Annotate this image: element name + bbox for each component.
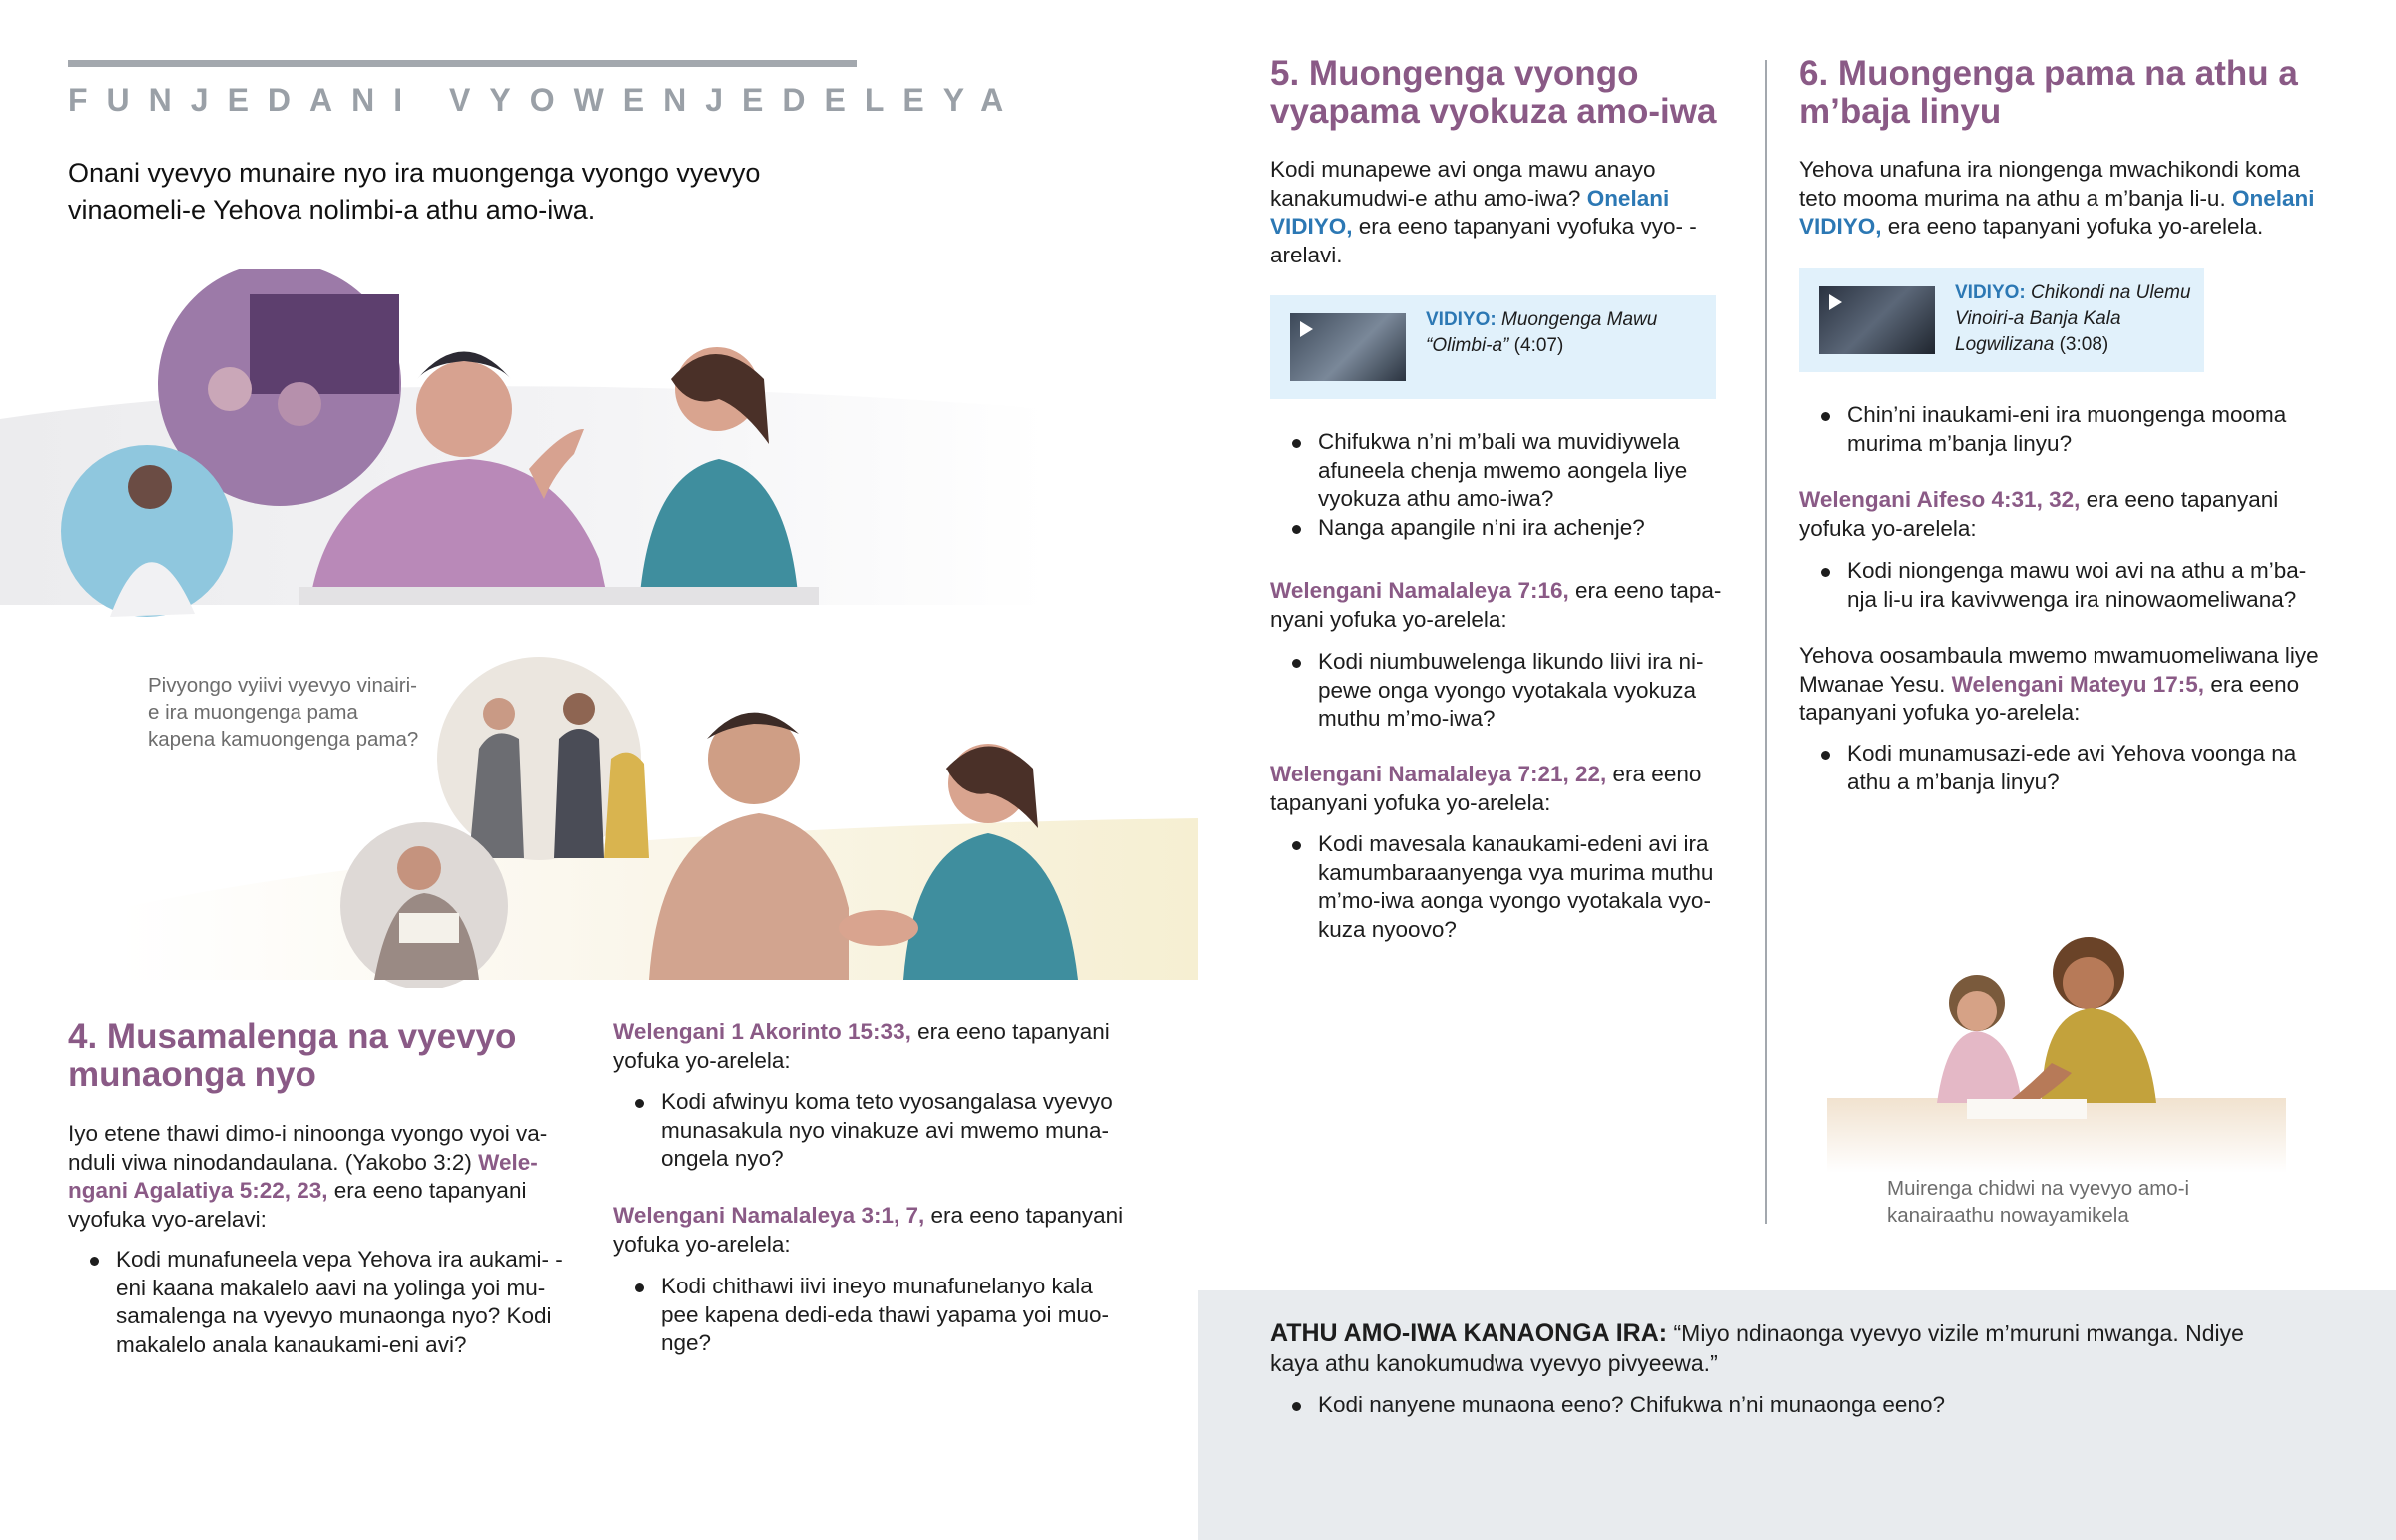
section-5-reading-1 [1270, 577, 1729, 634]
section-4-reading-2 [613, 1018, 1132, 1075]
objection-quote: “Miyo ndinaonga vyevyo vizile m’muruni mwanga. Ndiye kaya athu kanokumudwa vyevyo pivyeewa.” [1270, 1320, 2244, 1376]
section-6-questions [1799, 401, 2338, 458]
section-5-paragraph [1270, 156, 1709, 269]
question-item: Chifukwa n’ni m’bali wa muvidiywela afuneela chenja mwemo aongela liye vyokuza athu amo-iwa? [1270, 428, 1719, 514]
question-item: Kodi nanyene munaona eeno? Chifukwa n’ni munaonga eeno? [1270, 1391, 2268, 1420]
video-caption [1955, 280, 2194, 358]
scripture-link[interactable]: Welengani Namalaleya 7:21, 22, [1270, 762, 1607, 786]
objection-text [1270, 1318, 2268, 1378]
question-item: Chin’ni inaukami-eni ira muongenga mooma murima m’banja linyu? [1799, 401, 2338, 458]
section-6-questions-2 [1799, 557, 2338, 614]
video-thumbnail[interactable] [1819, 286, 1935, 354]
play-icon [1300, 321, 1313, 337]
scripture-link[interactable]: Welengani Mateyu 17:5, [1951, 671, 2205, 697]
family-illustration [1827, 903, 2286, 1173]
objection-questions [1270, 1391, 2268, 1420]
question-item: Kodi munamusazi-ede avi Yehova voonga na athu a m’banja linyu? [1799, 740, 2338, 796]
section-5-text: Kodi munapewe avi onga mawu anayo kanakumudwi-e athu amo-iwa? [1270, 157, 1656, 211]
section-4-tail: era eeno tapanyani vyofuka vyo-arelavi: [68, 1178, 527, 1232]
question-item: Kodi chithawi iivi ineyo munafunelanyo kala pee kapena dedi-eda thawi yapama yoi muo- nge? [613, 1273, 1132, 1358]
scripture-link[interactable]: Welengani 1 Akorinto 15:33, [613, 1019, 911, 1044]
section-5-questions-3 [1270, 830, 1737, 944]
objection-label: ATHU AMO-IWA KANAONGA IRA: [1270, 1319, 1668, 1347]
question-item: Kodi niongenga mawu woi avi na athu a m’ba- nja li-u ira kavivwenga ira ninowaomeliwana? [1799, 557, 2338, 614]
section-5-heading: 5. Muongenga vyongo vyapama vyokuza amo-iwa [1270, 54, 1717, 131]
video-duration: (4:07) [1513, 335, 1564, 356]
section-6-questions-3 [1799, 740, 2338, 796]
section-6-tail: era eeno tapanyani yofuka yo-arelela. [1887, 214, 2264, 239]
question-item: Nanga apangile n’ni ira achenje? [1270, 514, 1719, 543]
section-6-reading-1 [1799, 486, 2338, 543]
top-rule [68, 60, 857, 67]
section-4-questions [68, 1246, 567, 1359]
section-4-text: Iyo etene thawi dimo-i ninoonga vyongo vyoi va- nduli viwa ninodandaulana. (Yakobo 3:2) [68, 1121, 548, 1175]
column-divider [1765, 60, 1767, 1224]
section-5-video-link[interactable]: Onelani VIDIYO, [1270, 185, 1670, 239]
section-6-paragraph [1799, 156, 2338, 242]
section-6-paragraph-2 [1799, 642, 2338, 728]
section-4-questions-3 [613, 1273, 1132, 1358]
section-4-heading: 4. Musamalenga na vyevyo munaonga nyo [68, 1017, 517, 1094]
video-title[interactable]: Muongenga Mawu “Olimbi-a” [1426, 309, 1658, 356]
section-5-questions [1270, 428, 1719, 542]
section-6-video-link[interactable]: Onelani VIDIYO, [1799, 185, 2315, 239]
illustration-caption: Pivyongo vyiivi vyevyo vinairi-e ira muongenga pama kapena kamuongenga pama? [148, 674, 419, 751]
section-5-questions-2 [1270, 648, 1729, 734]
family-caption: Muirenga chidwi na vyevyo amo-i kanairaathu nowayamikela [1887, 1177, 2190, 1227]
section-6-text-2: Yehova oosambaula mwemo mwamuomeliwana liye Mwanae Yesu. [1799, 643, 2319, 697]
video-card[interactable] [1270, 295, 1716, 399]
section-6-tail-2: era eeno tapanyani yofuka yo-arelela: [1799, 671, 2300, 725]
section-6-heading: 6. Muongenga pama na athu a m’baja linyu [1799, 54, 2298, 131]
section-6-text: Yehova unafuna ira niongenga mwachikondi koma teto mooma murima na athu a m’banja li-u. [1799, 157, 2301, 211]
video-caption [1426, 307, 1705, 359]
reading-instruction: era eeno tapanyani yofuka yo-arelela: [613, 1203, 1124, 1257]
reading-instruction: era eeno tapanyani yofuka yo-arelela: [1799, 487, 2279, 541]
video-thumbnail[interactable] [1290, 313, 1406, 381]
reading-instruction: era eeno tapanyani yofuka yo-arelela: [613, 1019, 1110, 1073]
video-card[interactable] [1799, 268, 2204, 372]
video-label: VIDIYO: [1426, 309, 1497, 330]
video-label: VIDIYO: [1955, 282, 2026, 303]
family-artwork [1827, 903, 2286, 1173]
section-4-questions-2 [613, 1088, 1132, 1174]
section-eyebrow: FUNJEDANI VYOWENJEDELEYA [68, 82, 1023, 118]
reading-instruction: era eeno tapa- nyani yofuka yo-arelela: [1270, 578, 1722, 632]
play-icon [1829, 294, 1842, 310]
section-4-paragraph [68, 1120, 567, 1234]
section-4-reading-3 [613, 1202, 1132, 1259]
question-item: Kodi mavesala kanaukami-edeni avi ira kamumbaraanyenga vya murima muthu m’mo-iwa aonga vyongo vyotakala vyo- kuza nyoovo? [1270, 830, 1737, 944]
section-5-tail: era eeno tapanyani vyofuka vyo- -arelavi. [1270, 214, 1697, 267]
scripture-link[interactable]: Welengani Aifeso 4:31, 32, [1799, 487, 2081, 512]
video-title[interactable]: Chikondi na Ulemu Vinoiri-a Banja Kala Logwilizana [1955, 282, 2191, 355]
question-item: Kodi niumbuwelenga likundo liivi ira ni- pewe onga vyongo vyotakala vyokuza muthu m’mo-iwa? [1270, 648, 1729, 734]
question-item: Kodi munafuneela vepa Yehova ira aukami- -eni kaana makalelo aavi na yolinga yoi mu- samalenga na vyevyo munaonga nyo? Kodi makalelo anala kanaukami-eni avi? [68, 1246, 567, 1359]
scripture-link[interactable]: Welengani Namalaleya 7:16, [1270, 578, 1569, 603]
section-4-scripture-link[interactable]: Wele- ngani Agalatiya 5:22, 23, [68, 1149, 538, 1203]
reading-instruction: era eeno tapanyani yofuka yo-arelela: [1270, 762, 1702, 815]
illustration-artwork [0, 269, 1198, 988]
illustration [0, 269, 1198, 988]
scripture-link[interactable]: Welengani Namalaleya 3:1, 7, [613, 1203, 925, 1228]
intro-text: Onani vyevyo munaire nyo ira muongenga vyongo vyevyo vinaomeli-e Yehova nolimbi-a athu amo-iwa. [68, 158, 761, 225]
question-item: Kodi afwinyu koma teto vyosangalasa vyevyo munasakula nyo vinakuze avi mwemo muna- ongela nyo? [613, 1088, 1132, 1174]
video-duration: (3:08) [2059, 334, 2109, 355]
section-5-reading-2 [1270, 761, 1729, 817]
